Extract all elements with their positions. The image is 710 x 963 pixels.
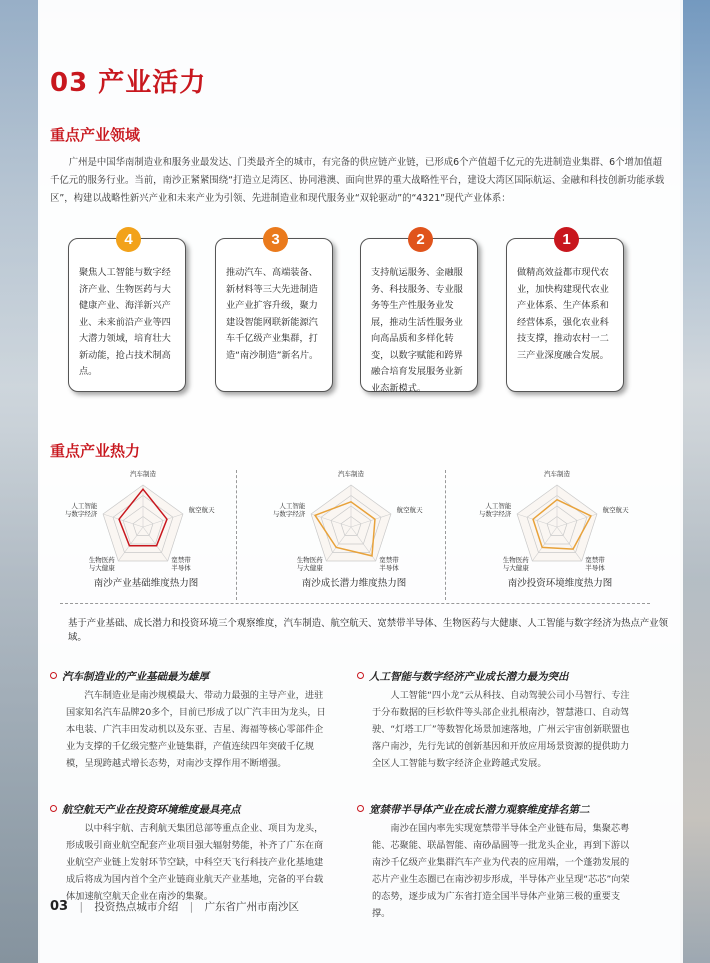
number-badge: 3	[263, 227, 288, 252]
highlight-text: 以中科宇航、吉利航天集团总部等重点企业、项目为龙头，形成吸引商业航空配套产业项目强大辐射势能，补齐了广东在商业航空产业链上发射环节空缺，中科空天飞行科技产业化基地建成后将成为国内首个全产业链商业航天产业基地，完备的平台载体加速航空航天企业在南沙的集聚。	[66, 823, 324, 902]
bullet-icon	[50, 672, 57, 679]
number-badge: 2	[408, 227, 433, 252]
background-city-left	[0, 0, 40, 963]
radar-axis-label: 汽车制造	[544, 470, 570, 478]
card-text: 做精高效益都市现代农业，加快构建现代农业产业体系、生产体系和经营体系，强化农业科技支撑，推动农村一二三产业深度融合发展。	[517, 267, 609, 361]
highlight-title: 航空航天产业在投资环境维度最具亮点	[50, 802, 241, 817]
footer-location: 广东省广州市南沙区	[204, 901, 300, 913]
section-title: 产业活力	[98, 68, 207, 98]
highlight-title: 宽禁带半导体产业在成长潜力观察维度排名第二	[357, 802, 590, 817]
radar-caption: 南沙投资环境维度热力图	[507, 578, 613, 589]
radar-axis-label: 人工智能与数字经济	[272, 502, 306, 519]
bullet-icon	[50, 805, 57, 812]
radar-axis-label: 航空航天	[602, 506, 629, 515]
radar-axis-label: 宽禁带半导体	[585, 555, 605, 572]
radar-axis-label: 生物医药与大健康	[502, 555, 529, 572]
industry-card	[506, 231, 624, 392]
bullet-icon	[357, 805, 364, 812]
heat-summary: 基于产业基础、成长潜力和投资环境三个观察维度，汽车制造、航空航天、宽禁带半导体、生物医药与大健康、人工智能与数字经济为热点产业领域。	[68, 618, 669, 643]
highlight-text: 汽车制造业是南沙规模最大、带动力最强的主导产业，进驻国家知名汽车品牌20多个，目前已形成了以广汽丰田为龙头，日本电装、广汽丰田发动机以及东亚、吉星、海福等核心零部件企业为支撑的千亿级完整产业链集群，产值连续四年突破千亿规模，呈现跨越式增长态势，对南沙支撑作用不断增强。	[66, 690, 326, 769]
card-text: 聚焦人工智能与数字经济产业、生物医药与大健康产业、海洋新兴产业、未来前沿产业等四大潜力领域，培育壮大新动能，抢占技术制高点。	[79, 267, 171, 377]
heat-heading: 重点产业热力	[50, 442, 141, 460]
radar-axis-label: 航空航天	[188, 506, 215, 515]
footer-section: 投资热点城市介绍	[94, 901, 179, 913]
page-number: 03	[50, 899, 69, 914]
radar-axis-label: 生物医药与大健康	[88, 555, 115, 572]
card-text: 推动汽车、高端装备、新材料等三大先进制造业产业扩容升级，聚力建设智能网联新能源汽车千亿级产业集群，打造“南沙制造”新名片。	[226, 267, 319, 361]
page-footer: 03 | 投资热点城市介绍 | 广东省广州市南沙区	[50, 899, 300, 914]
number-badge: 4	[116, 227, 141, 252]
highlight-title: 人工智能与数字经济产业成长潜力最为突出	[357, 669, 569, 684]
radar-axis-label: 汽车制造	[130, 470, 156, 478]
highlight-text: 人工智能“四小龙”云从科技、自动驾驶公司小马智行、专注于分布数据的巨杉软件等头部企业扎根南沙，智慧港口、自动驾驶、“灯塔工厂”等数智化场景加速落地，广州云宇宙创新联盟也落户南沙，先行先试的创新基因和开放应用场景资源的提供助力全区人工智能与数字经济企业跨越式发展。	[372, 690, 630, 769]
radar-caption: 南沙成长潜力维度热力图	[301, 578, 407, 589]
radar-axis-label: 宽禁带半导体	[379, 555, 399, 572]
highlight-text: 南沙在国内率先实现宽禁带半导体全产业链布局，集聚芯粤能、芯聚能、联晶智能、南砂晶圆等一批龙头企业，再到下游以南沙千亿级产业集群汽车产业为代表的应用端，一个蓬勃发展的芯片产业生态圈已在南沙初步形成，半导体产业呈现“芯芯”向荣的态势，逐步成为广东省打造全国半导体产业第三极的重要支撑。	[372, 823, 630, 919]
divider	[60, 603, 650, 604]
radar-axis-label: 人工智能与数字经济	[64, 502, 98, 519]
bullet-icon	[357, 672, 364, 679]
number-badge: 1	[554, 227, 579, 252]
key-industries-heading: 重点产业领域	[50, 126, 141, 144]
radar-axis-label: 生物医药与大健康	[296, 555, 323, 572]
radar-axis-label: 航空航天	[396, 506, 423, 515]
section-number: 03	[50, 68, 89, 98]
industry-card	[360, 231, 478, 394]
card-text: 支持航运服务、金融服务、科技服务、专业服务等生产性服务业发展，推动生活性服务业向高品质和多样化转变，以数字赋能和跨界融合培育发展服务业新业态新模式。	[371, 267, 463, 394]
key-industries-intro: 广州是中国华南制造业和服务业最发达、门类最齐全的城市，有完备的供应链产业链，已形成6个产值超千亿元的先进制造业集群、6个增加值超千亿元的服务行业。当前，南沙正紧紧围绕“打造立足湾区、协同港澳、面向世界的重大战略性平台，建设大湾区国际航运、金融和科技创新功能承载区”，构建以战略性新兴产业和未来产业为引领、先进制造业和现代服务业“双轮驱动”的“4321”现代产业体系：	[50, 157, 665, 204]
highlight-title: 汽车制造业的产业基础最为雄厚	[50, 669, 209, 684]
radar-caption: 南沙产业基础维度热力图	[93, 578, 199, 589]
background-city-right	[680, 0, 710, 963]
radar-axis-label: 人工智能与数字经济	[478, 502, 512, 519]
industry-card	[215, 231, 333, 392]
radar-axis-label: 汽车制造	[338, 470, 364, 478]
page-title	[50, 62, 206, 99]
industry-card	[68, 231, 186, 392]
radar-axis-label: 宽禁带半导体	[171, 555, 191, 572]
